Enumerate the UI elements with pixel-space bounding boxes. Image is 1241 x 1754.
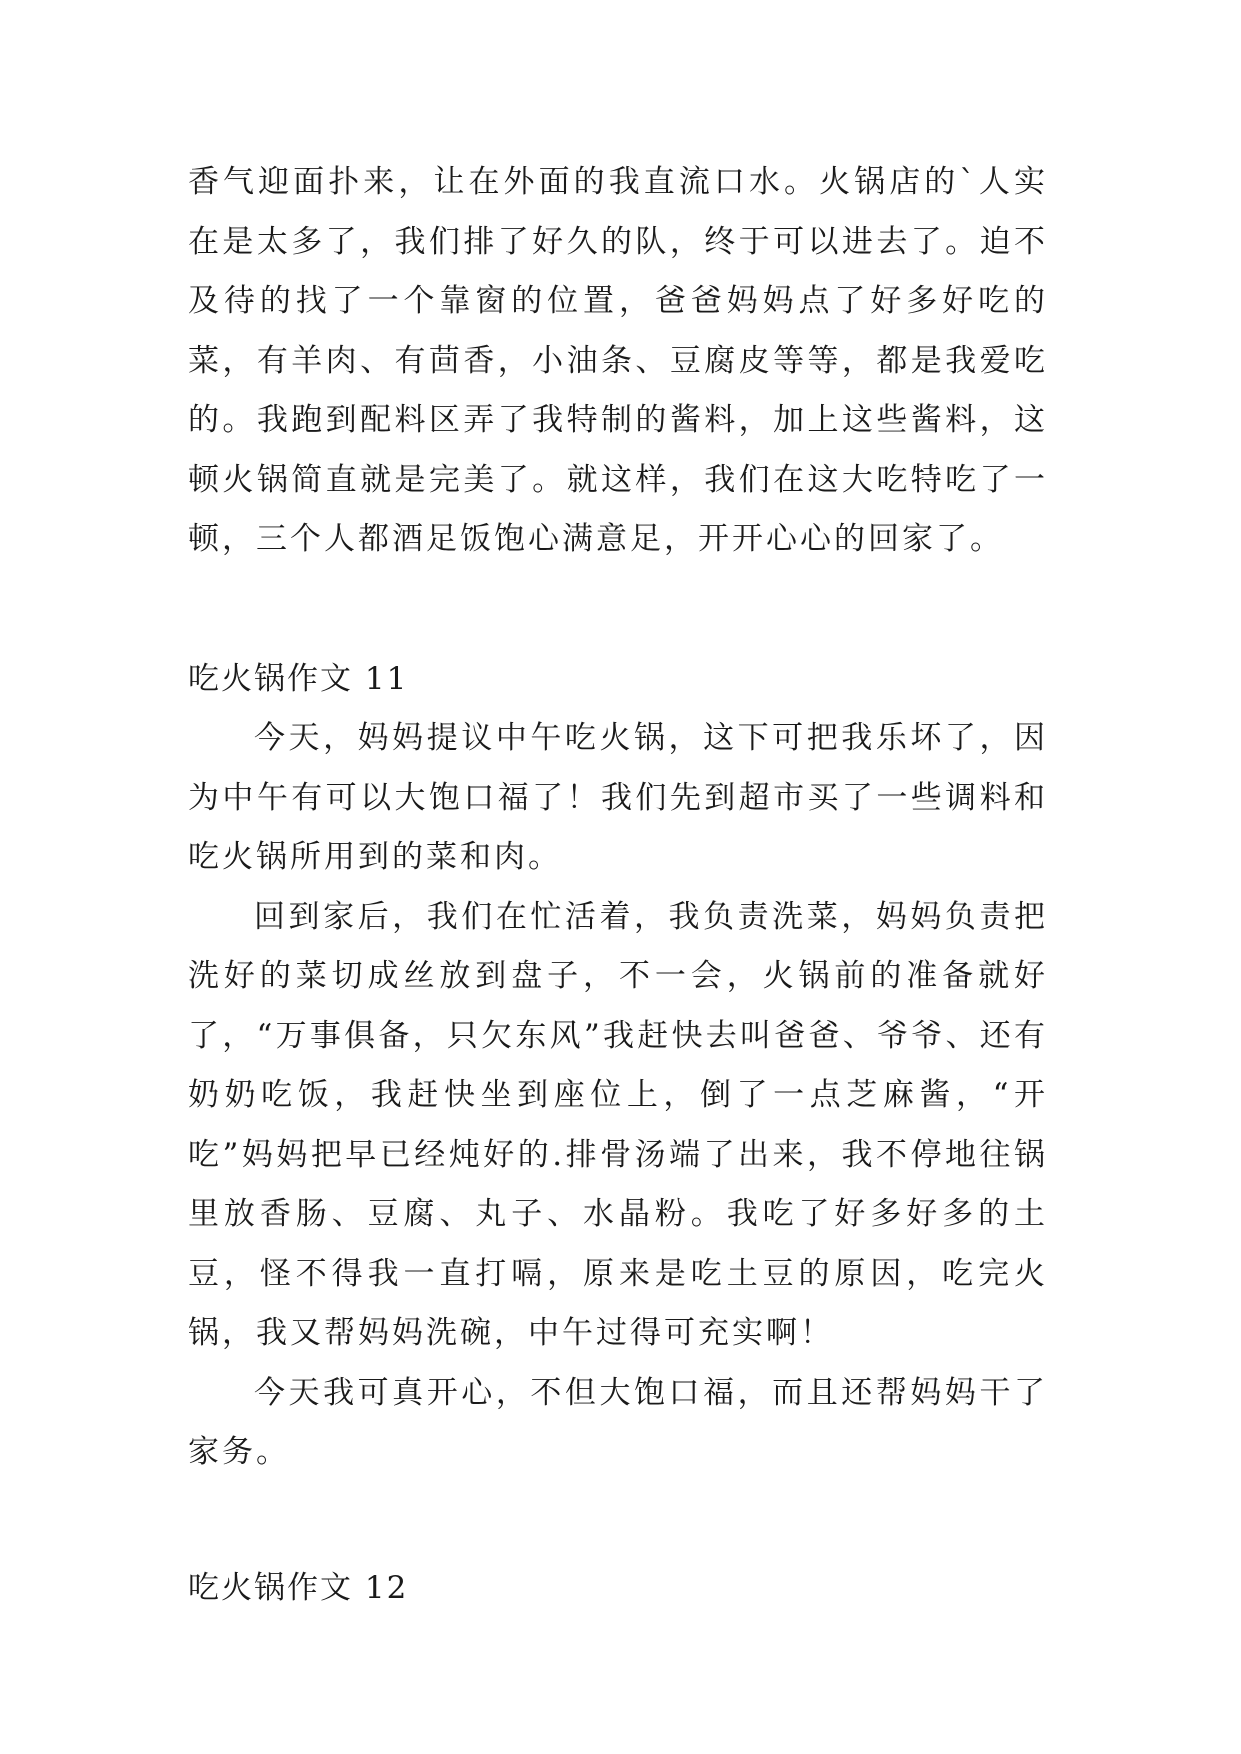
section-title-11: 吃火锅作文 11 [188,660,409,697]
section-spacer [188,570,1048,650]
document-page [188,153,1048,1618]
section-11-paragraph-2: 回到家后，我们在忙活着，我负责洗菜，妈妈负责把洗好的菜切成丝放到盘子，不一会，火锅前的准备就好了，“万事俱备，只欠东风”我赶快去叫爸爸、爷爷、还有奶奶吃饭，我赶快坐到座位上，倒了一点芝麻酱，“开吃”妈妈把早已经炖好的.排骨汤端了出来，我不停地往锅里放香肠、豆腐、丸子、水晶粉。我吃了好多好多的土豆，怪不得我一直打嗝，原来是吃土豆的原因，吃完火锅，我又帮妈妈洗碗，中午过得可充实啊！ [188,898,1048,1351]
intro-paragraph: 香气迎面扑来，让在外面的我直流口水。火锅店的`人实在是太多了，我们排了好久的队，终于可以进去了。迫不及待的找了一个靠窗的位置，爸爸妈妈点了好多好吃的菜，有羊肉、有茴香，小油条、豆腐皮等等，都是我爱吃的。我跑到配料区弄了我特制的酱料，加上这些酱料，这顿火锅简直就是完美了。就这样，我们在这大吃特吃了一顿，三个人都酒足饭饱心满意足，开开心心的回家了。 [188,164,1048,557]
section-11-paragraph-3: 今天我可真开心，不但大饱口福，而且还帮妈妈干了家务。 [188,1374,1048,1470]
section-11-paragraph-1: 今天，妈妈提议中午吃火锅，这下可把我乐坏了，因为中午有可以大饱口福了！我们先到超市买了一些调料和吃火锅所用到的菜和肉。 [188,720,1048,875]
section-spacer [188,1483,1048,1559]
section-title-12: 吃火锅作文 12 [188,1569,409,1606]
